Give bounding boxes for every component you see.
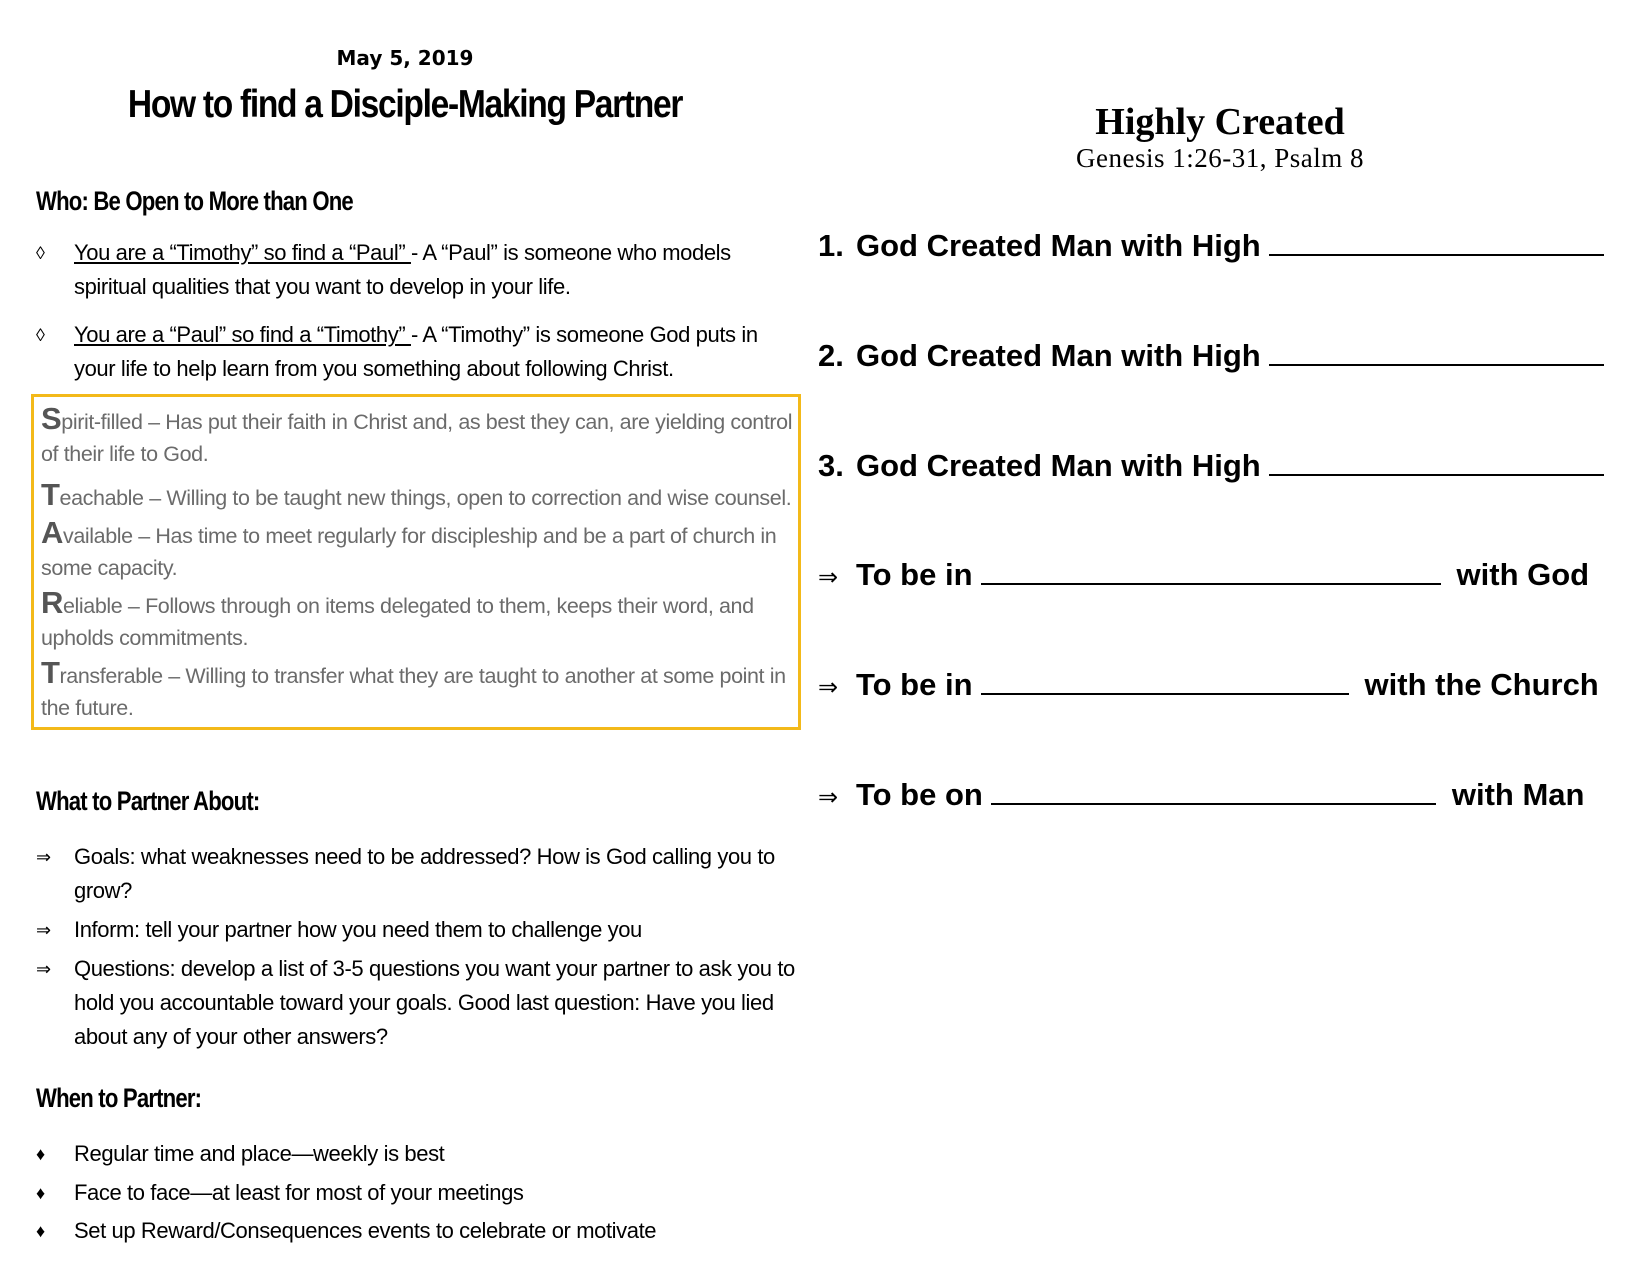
star-text: eliable – Follows through on items delegated to them, keeps their word, and upholds commitments.	[41, 594, 754, 650]
point-1	[818, 228, 1630, 264]
fill-in-blank[interactable]	[1269, 338, 1604, 366]
sermon-title: Highly Created	[1095, 101, 1345, 143]
fill-in-blank[interactable]	[981, 667, 1349, 695]
fill-in-blank[interactable]	[981, 557, 1441, 585]
fill-in-blank[interactable]	[991, 777, 1436, 805]
double-arrow-icon: ⇒	[818, 564, 839, 591]
diamond-icon: ♦	[36, 1144, 46, 1164]
diamond-outline-icon: ◊	[36, 325, 45, 345]
double-arrow-icon: ⇒	[818, 784, 839, 811]
star-item-r	[41, 587, 793, 654]
star-letter: T	[41, 477, 60, 512]
star-text: eachable – Willing to be taught new things, open to correction and wise counsel.	[59, 486, 792, 510]
what-item-3-text: Questions: develop a list of 3-5 questions you want your partner to ask you to hold you accountable toward your goals. Good last question: Have you lied about any of your other answers?	[74, 956, 795, 1049]
star-text: vailable – Has time to meet regularly for discipleship and be a part of church in some capacity.	[41, 524, 777, 580]
diamond-outline-icon: ◊	[36, 243, 45, 263]
double-arrow-icon: ⇒	[36, 920, 52, 940]
star-item-s	[41, 403, 793, 470]
what-item-2-text: Inform: tell your partner how you need them to challenge you	[74, 917, 642, 942]
point-text: God Created Man with High	[856, 228, 1261, 263]
when-heading: When to Partner:	[36, 1083, 202, 1113]
star-letter: A	[41, 515, 63, 550]
diamond-icon: ♦	[36, 1183, 46, 1203]
subpoint-2	[818, 667, 1630, 703]
subpoint-text: To be on	[856, 777, 983, 812]
double-arrow-icon: ⇒	[36, 959, 52, 979]
who-heading: Who: Be Open to More than One	[36, 186, 353, 216]
star-item-a	[41, 517, 793, 584]
subpoint-3	[818, 777, 1630, 813]
star-item-t2	[41, 657, 793, 724]
what-heading: What to Partner About:	[36, 786, 260, 816]
subpoint-suffix: with Man	[1451, 777, 1585, 812]
star-text: pirit-filled – Has put their faith in Christ and, as best they can, are yielding control of their life to God.	[41, 410, 793, 466]
who-item-2-text: - A “Timothy” is someone God puts in your life to help learn from you something about following Christ.	[74, 322, 758, 381]
star-text: ransferable – Willing to transfer what they are taught to another at some point in the future.	[41, 664, 786, 720]
subpoint-text: To be in	[856, 557, 973, 592]
who-item-2-lead: You are a “Paul” so find a “Timothy”	[74, 322, 411, 347]
fill-in-blank[interactable]	[1269, 448, 1604, 476]
subpoint-text: To be in	[856, 667, 973, 702]
date: May 5, 2019	[336, 46, 474, 70]
double-arrow-icon: ⇒	[36, 847, 52, 867]
double-arrow-icon: ⇒	[818, 674, 839, 701]
right-panel	[810, 0, 1650, 1275]
star-letter: S	[41, 401, 62, 436]
who-item-1-text: - A “Paul” is someone who models spiritual qualities that you want to develop in your life.	[74, 240, 731, 299]
point-3	[818, 448, 1630, 484]
point-number: 2.	[818, 338, 844, 373]
subpoint-suffix: with God	[1456, 557, 1590, 592]
point-number: 1.	[818, 228, 844, 263]
sermon-scripture: Genesis 1:26-31, Psalm 8	[1076, 143, 1364, 173]
who-item-1-lead: You are a “Timothy” so find a “Paul”	[74, 240, 411, 265]
page-title: How to find a Disciple-Making Partner	[127, 83, 683, 126]
star-letter: R	[41, 585, 63, 620]
fill-in-blank[interactable]	[1269, 228, 1604, 256]
when-item-3-text: Set up Reward/Consequences events to celebrate or motivate	[74, 1218, 657, 1243]
subpoint-1	[818, 557, 1630, 593]
point-text: God Created Man with High	[856, 338, 1261, 373]
point-number: 3.	[818, 448, 844, 483]
diamond-icon: ♦	[36, 1221, 46, 1241]
what-item-1-text: Goals: what weaknesses need to be addressed? How is God calling you to grow?	[74, 844, 775, 903]
star-item-t	[41, 479, 793, 514]
left-panel	[0, 0, 810, 1275]
when-item-1-text: Regular time and place—weekly is best	[74, 1141, 445, 1166]
subpoint-suffix: with the Church	[1364, 667, 1599, 702]
when-item-2-text: Face to face—at least for most of your meetings	[74, 1180, 524, 1205]
star-letter: T	[41, 655, 60, 690]
star-acrostic-box	[31, 394, 801, 730]
point-text: God Created Man with High	[856, 448, 1261, 483]
point-2	[818, 338, 1630, 374]
